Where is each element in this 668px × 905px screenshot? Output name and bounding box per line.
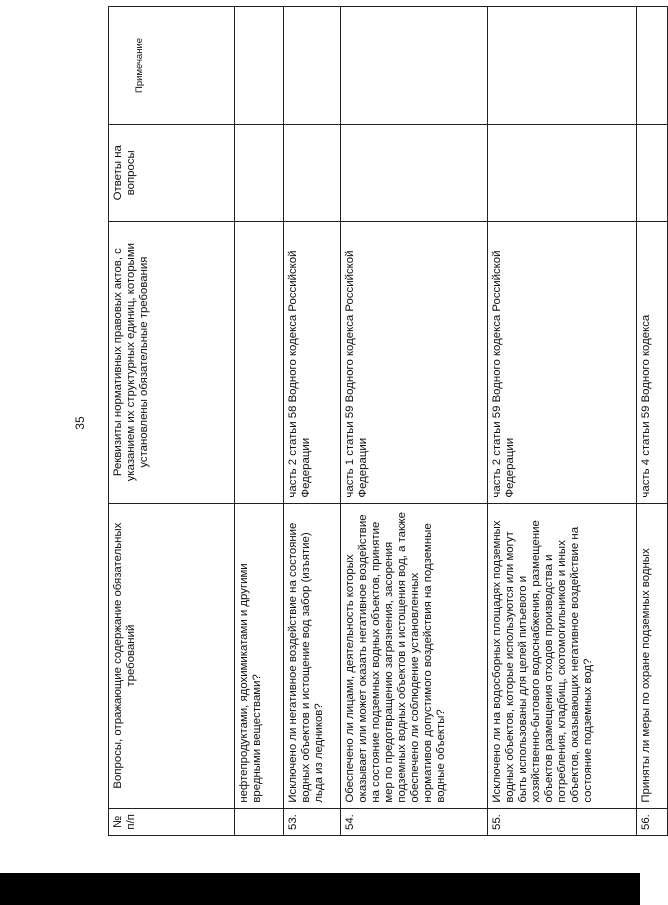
header-question: Вопросы, отражающие содержание обязательных требований — [109, 503, 235, 808]
table-row — [341, 7, 488, 836]
row-requisites — [235, 221, 284, 503]
row-answer — [341, 124, 488, 221]
row-answer — [284, 124, 341, 221]
row-question: нефтепродуктами, ядохимикатами и другими вредными веществами? — [235, 503, 284, 808]
row-note — [341, 7, 488, 125]
table-row — [284, 7, 341, 836]
row-note — [488, 7, 637, 125]
row-question: Приняты ли меры по охране подземных водных — [637, 503, 668, 808]
row-question: Исключено ли на водосборных площадях подземных водных объектов, которые используются или могут быть использованы для целей питьевого и хозяйственно-бытового водоснабжения, размещение объектов размещения отходов производства и потребления, кладбищ, скотомогильников и иных объектов, оказывающих негативное воздействие на состояние подземных вод? — [488, 503, 637, 808]
scan-bottom-border — [0, 873, 640, 905]
row-requisites: часть 2 статьи 58 Водного кодекса Российской Федерации — [284, 221, 341, 503]
row-note — [284, 7, 341, 125]
header-requisites: Реквизиты нормативных правовых актов, с указанием их структурных единиц, которыми установлены обязательные требования — [109, 221, 235, 503]
table-row — [235, 7, 284, 836]
row-requisites: часть 4 статьи 59 Водного кодекса — [637, 221, 668, 503]
header-note: Примечание — [109, 7, 235, 125]
row-requisites: часть 1 статьи 59 Водного кодекса Российской Федерации — [341, 221, 488, 503]
table-row — [488, 7, 637, 836]
row-num: 54. — [341, 808, 488, 835]
row-note — [637, 7, 668, 125]
row-num: 53. — [284, 808, 341, 835]
page-number: 35 — [73, 416, 87, 430]
row-answer — [488, 124, 637, 221]
row-requisites: часть 2 статьи 59 Водного кодекса Российской Федерации — [488, 221, 637, 503]
requirements-table — [108, 6, 668, 836]
table-row — [637, 7, 668, 836]
row-question: Исключено ли негативное воздействие на состояние водных объектов и истощение вод забор (изъятие) льда из ледников? — [284, 503, 341, 808]
table-header-row — [109, 7, 235, 836]
rotated-table-container — [108, 6, 652, 836]
header-answers: Ответы на вопросы — [109, 124, 235, 221]
row-question: Обеспечено ли лицами, деятельность которых оказывает или может оказать негативное воздействие на состояние подземных водных объектов, принятие мер по предотвращению загрязнения, засорения подземных водных объектов и истощения вод, а также обеспечено ли соблюдение установленных нормативов допустимого воздействия на подземные водные объекты? — [341, 503, 488, 808]
row-num: 56. — [637, 808, 668, 835]
row-answer — [637, 124, 668, 221]
row-answer — [235, 124, 284, 221]
row-num: 55. — [488, 808, 637, 835]
row-note — [235, 7, 284, 125]
header-num: № п/п — [109, 808, 235, 835]
row-num — [235, 808, 284, 835]
